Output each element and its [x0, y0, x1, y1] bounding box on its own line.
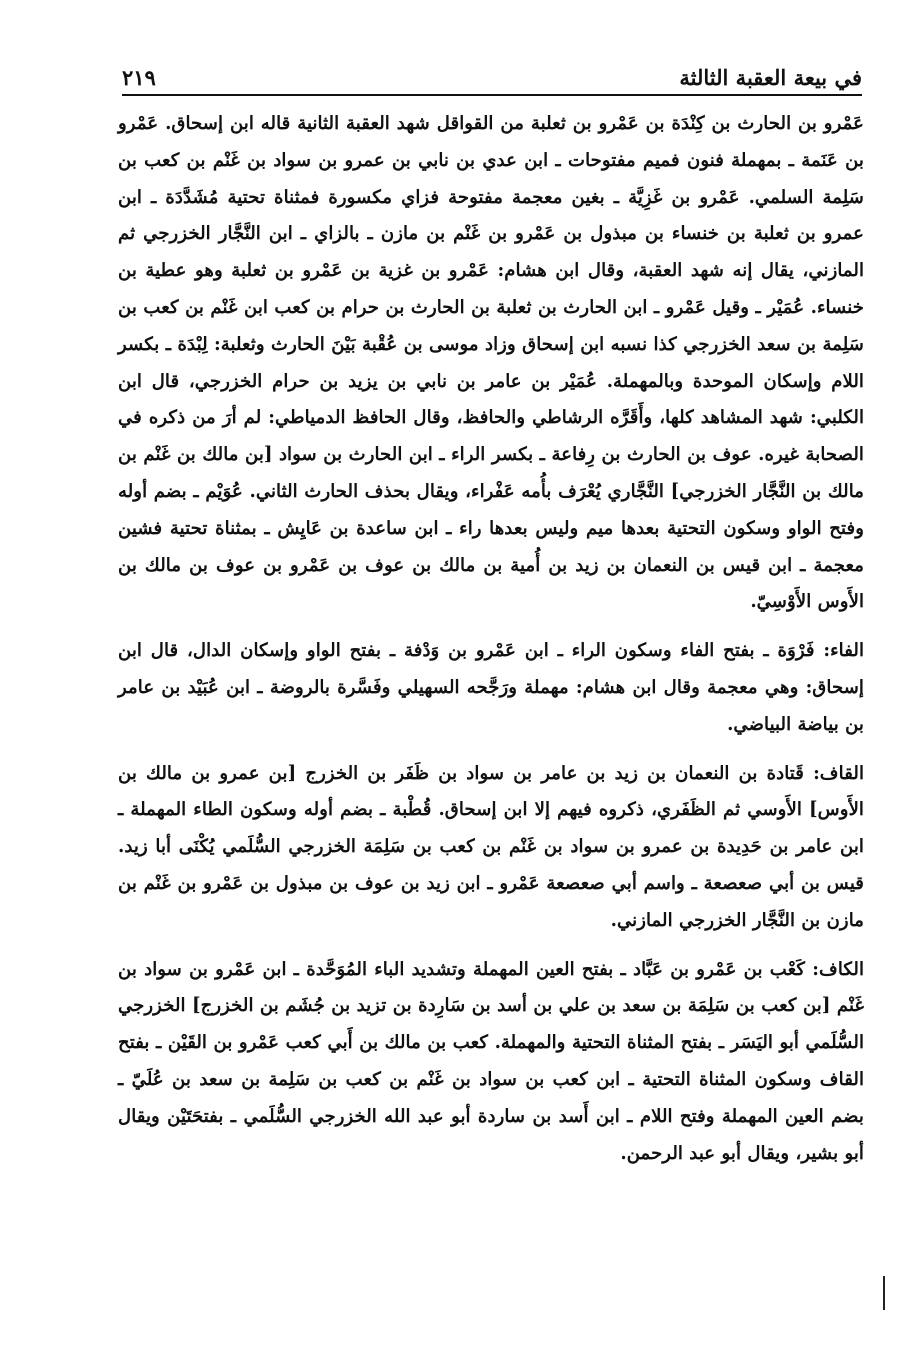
paragraph-fa: الفاء: فَرْوَة ـ بفتح الفاء وسكون الراء ـ ابن عَمْرو بن وَدْفة ـ بفتح الواو وإسكان الدال، قال ابن إسحاق: وهي معجمة وقال ابن هشام: مهملة ورَجَّحه السهيلي وفَسَّرة بالروضة ـ ابن عُبَيْد بن عامر بن بياضة البياضي. — [118, 640, 864, 735]
page-number: ٢١٩ — [122, 65, 156, 90]
margin-mark — [883, 1276, 885, 1310]
page-header — [122, 56, 862, 96]
paragraph-kaf: الكاف: كَعْب بن عَمْرو بن عَبَّاد ـ بفتح العين المهملة وتشديد الباء المُوَحَّدة ـ ابن عَمْرو بن سواد بن غَنْم [بن كعب بن سَلِمَة بن سعد بن علي بن أسد بن سَارِدة بن تزيد بن جُشَم بن الخزرج] الخزرجي السُّلَمي أبو اليَسَر ـ بفتح المثناة التحتية والمهملة. كعب بن مالك بن أَبي كعب عَمْرو بن القَيْن ـ بفتح القاف وسكون المثناة التحتية ـ ابن كعب بن سواد بن غَنْم بن كعب بن سَلِمة بن سعد بن عُلَيّ ـ بضم العين المهملة وفتح اللام ـ ابن أَسد بن ساردة أبو عبد الله الخزرجي السُّلَمي ـ بفتحَتَيْن ويقال أبو بشير، ويقال أبو عبد الرحمن. — [118, 958, 864, 1164]
page-body — [118, 106, 864, 1172]
running-title: في بيعة العقبة الثالثة — [679, 65, 862, 90]
paragraph-qaf: القاف: قَتادة بن النعمان بن زيد بن عامر بن سواد بن ظَفَر بن الخزرج [بن عمرو بن مالك بن الأَوس] الأَوسي ثم الظَفَري، ذكروه فيهم إلا ابن إسحاق. قُطْبة ـ بضم أوله وسكون الطاء المهملة ـ ابن عامر بن حَدِيدة بن عمرو بن سواد بن غَنْم بن كعب بن سَلِمَة الخزرجي السُّلَمي يُكْنَى أبا زيد. قيس بن أبي صعصعة ـ واسم أبي صعصعة عَمْرو ـ ابن زيد بن عوف بن مبذول بن عَمْرو بن غَنْم بن مازن بن النَّجَّار الخزرجي المازني. — [118, 762, 864, 931]
paragraph-ayn: عَمْرو بن الحارث بن كِنْدَة بن عَمْرو بن ثعلبة من القواقل شهد العقبة الثانية قاله ابن إسحاق. عَمْرو بن عَنَمة ـ بمهملة فنون فميم مفتوحات ـ ابن عدي بن نابي بن عمرو بن سواد بن غَنْم بن كعب بن سَلِمة السلمي. عَمْرو بن غَزِيَّة ـ بغين معجمة مفتوحة فزاي مكسورة فمثناة تحتية مُشَدَّدَة ـ ابن عمرو بن ثعلبة بن خنساء بن مبذول بن عَمْرو بن غَنْم بن مازن ـ بالزاي ـ ابن النَّجَّار الخزرجي ثم المازني، يقال إنه شهد العقبة، وقال ابن هشام: عَمْرو بن غزية بن عَمْرو بن ثعلبة وهو عطية بن خنساء. عُمَيْر ـ وقيل عَمْرو ـ ابن الحارث بن ثعلبة بن الحارث بن حرام بن كعب ابن غَنْم بن كعب بن سَلِمة بن سعد الخزرجي كذا نسبه ابن إسحاق وزاد موسى بن عُقْبة بَيْنَ الحارث وثعلبة: لِبْدَة ـ بكسر اللام وإسكان الموحدة وبالمهملة. عُمَيْر بن عامر بن نابي بن يزيد بن حرام الخزرجي، قال ابن الكلبي: شهد المشاهد كلها، وأَقَرَّه الرشاطي والحافظ، وقال الحافظ الدمياطي: لم أرَ من ذكره في الصحابة غيره. عوف بن الحارث بن رِفاعة ـ بكسر الراء ـ ابن الحارث بن سواد [بن مالك بن غَنْم بن مالك بن النَّجَّار الخزرجي] النَّجَّاري يُعْرَف بأُمه عَفْراء، ويقال بحذف الحارث الثاني. عُوَيْم ـ بضم أوله وفتح الواو وسكون التحتية بعدها ميم وليس بعدها راء ـ ابن ساعدة بن عَايِش ـ بمثناة تحتية فشين معجمة ـ ابن قيس بن النعمان بن زيد بن أُمية بن مالك بن عوف بن عَمْرو بن عوف بن مالك بن الأَوس الأَوْسِيّ. — [118, 113, 864, 613]
